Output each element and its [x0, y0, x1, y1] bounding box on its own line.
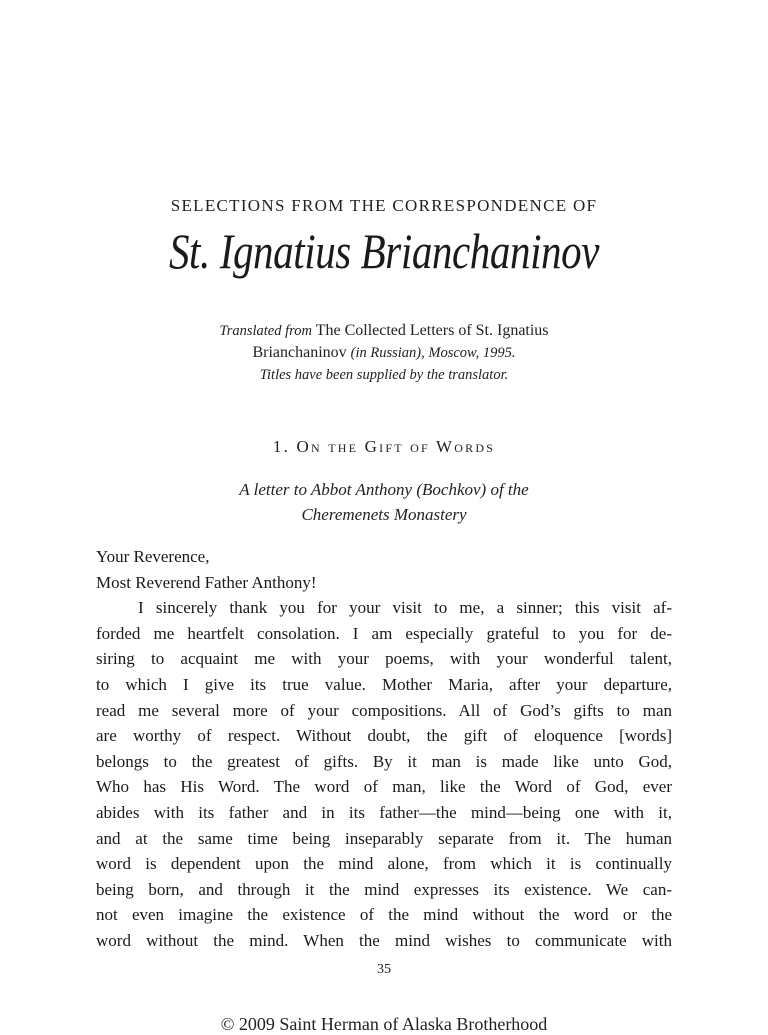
body-line: abides with its father and in its father—the mind—being one with it,	[96, 802, 672, 822]
page-number: 35	[377, 962, 391, 977]
letter-subtitle	[0, 477, 768, 527]
body-line: are worthy of respect. Without doubt, the gift of eloquence [words]	[96, 726, 672, 746]
salutation-line: Most Reverend Father Anthony!	[96, 572, 317, 592]
translated-from-label: Translated from	[219, 323, 312, 339]
body-line: being born, and through it the mind expresses its existence. We can-	[96, 879, 672, 899]
body-line: I sincerely thank you for your visit to me, a sinner; this visit af-	[138, 598, 672, 618]
translation-note-line-2	[0, 342, 768, 364]
body-line: siring to acquaint me with your poems, with your wonderful talent,	[96, 649, 672, 669]
body-line: to which I give its true value. Mother Maria, after your departure,	[96, 674, 672, 694]
salutation-line: Your Reverence,	[96, 547, 210, 566]
source-publication-info: (in Russian), Moscow, 1995.	[350, 345, 516, 361]
letter-subtitle-line-1: A letter to Abbot Anthony (Bochkov) of the	[239, 480, 529, 499]
titles-note: Titles have been supplied by the translator.	[259, 367, 509, 383]
translation-note-line-1	[0, 320, 768, 342]
letter-subtitle-line-2: Cheremenets Monastery	[301, 505, 467, 524]
body-line: belongs to the greatest of gifts. By it man is made like unto God,	[96, 751, 672, 771]
title-kicker: SELECTIONS FROM THE CORRESPONDENCE OF	[170, 196, 598, 215]
body-line: word is dependent upon the mind alone, from which it is continually	[96, 854, 672, 874]
translation-note	[0, 320, 768, 386]
page-title: St. Ignatius Brianchaninov	[168, 223, 600, 279]
body-line: and at the same time being inseparably separate from it. The human	[96, 828, 672, 848]
source-work-title-continued: Brianchaninov	[252, 344, 347, 361]
body-line: not even imagine the existence of the mind without the word or the	[96, 905, 672, 925]
body-line: word without the mind. When the mind wishes to communicate with	[96, 930, 672, 950]
body-line: read me several more of your compositions. All of God’s gifts to man	[96, 700, 672, 720]
source-work-title: The Collected Letters of St. Ignatius	[315, 322, 549, 339]
body-line: Who has His Word. The word of man, like the Word of God, ever	[96, 777, 672, 797]
body-line: forded me heartfelt consolation. I am especially grateful to you for de-	[96, 623, 672, 643]
copyright-footer: © 2009 Saint Herman of Alaska Brotherhood	[220, 1014, 548, 1034]
section-heading: 1. On the Gift of Words	[272, 437, 496, 456]
letter-body	[96, 544, 672, 954]
